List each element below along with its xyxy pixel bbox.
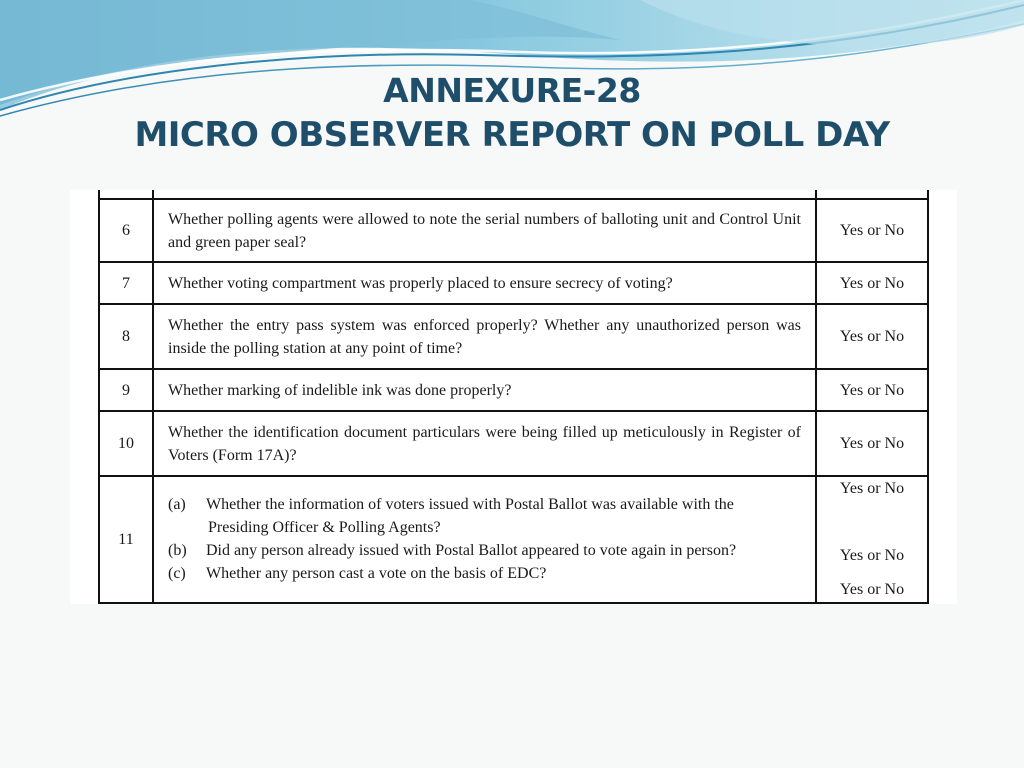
row-number: 8: [99, 304, 153, 369]
table-row: [99, 304, 928, 369]
sub-question-a-continued: Presiding Officer & Polling Agents?: [208, 519, 441, 536]
row-number: 7: [99, 262, 153, 304]
row-number: 10: [99, 411, 153, 476]
row-number: 6: [99, 199, 153, 262]
row-question: Whether voting compartment was properly placed to ensure secrecy of voting?: [153, 262, 816, 304]
row-answer: Yes or No: [816, 199, 928, 262]
report-table-image: [70, 190, 957, 604]
sub-question-c: (c) Whether any person cast a vote on the basis of EDC?: [168, 565, 547, 582]
answer-b: Yes or No: [839, 547, 905, 564]
row-answer: Yes or No: [816, 304, 928, 369]
row-question-multi: [153, 476, 816, 603]
row-answer: Yes or No: [816, 411, 928, 476]
row-question: Whether marking of indelible ink was done properly?: [153, 369, 816, 411]
table-row: [99, 199, 928, 262]
row-question: Whether polling agents were allowed to note the serial numbers of balloting unit and Control Unit and green paper seal?: [153, 199, 816, 262]
row-answer: Yes or No: [816, 262, 928, 304]
table-row: [99, 369, 928, 411]
title-report-name: MICRO OBSERVER REPORT ON POLL DAY: [134, 115, 890, 155]
questions-table: [98, 190, 929, 604]
title-annexure: ANNEXURE-28: [383, 71, 641, 110]
row-answers-multi: [816, 476, 928, 603]
row-answer: Yes or No: [816, 369, 928, 411]
sub-question-a: (a) Whether the information of voters issued with Postal Ballot was available with the: [168, 496, 734, 513]
table-row: [99, 411, 928, 476]
table-row: [99, 476, 928, 603]
answer-a: Yes or No: [839, 480, 905, 497]
table-row: [99, 262, 928, 304]
row-number: 9: [99, 369, 153, 411]
row-question: Whether the identification document particulars were being filled up meticulously in Register of Voters (Form 17A)?: [153, 411, 816, 476]
sub-question-b: (b) Did any person already issued with Postal Ballot appeared to vote again in person?: [168, 542, 737, 559]
slide-title: [0, 70, 1024, 158]
table-top-gap: [99, 190, 928, 199]
row-question: Whether the entry pass system was enforced properly? Whether any unauthorized person was inside the polling station at any point of time?: [153, 304, 816, 369]
row-number: 11: [99, 476, 153, 603]
answer-c: Yes or No: [839, 581, 905, 598]
